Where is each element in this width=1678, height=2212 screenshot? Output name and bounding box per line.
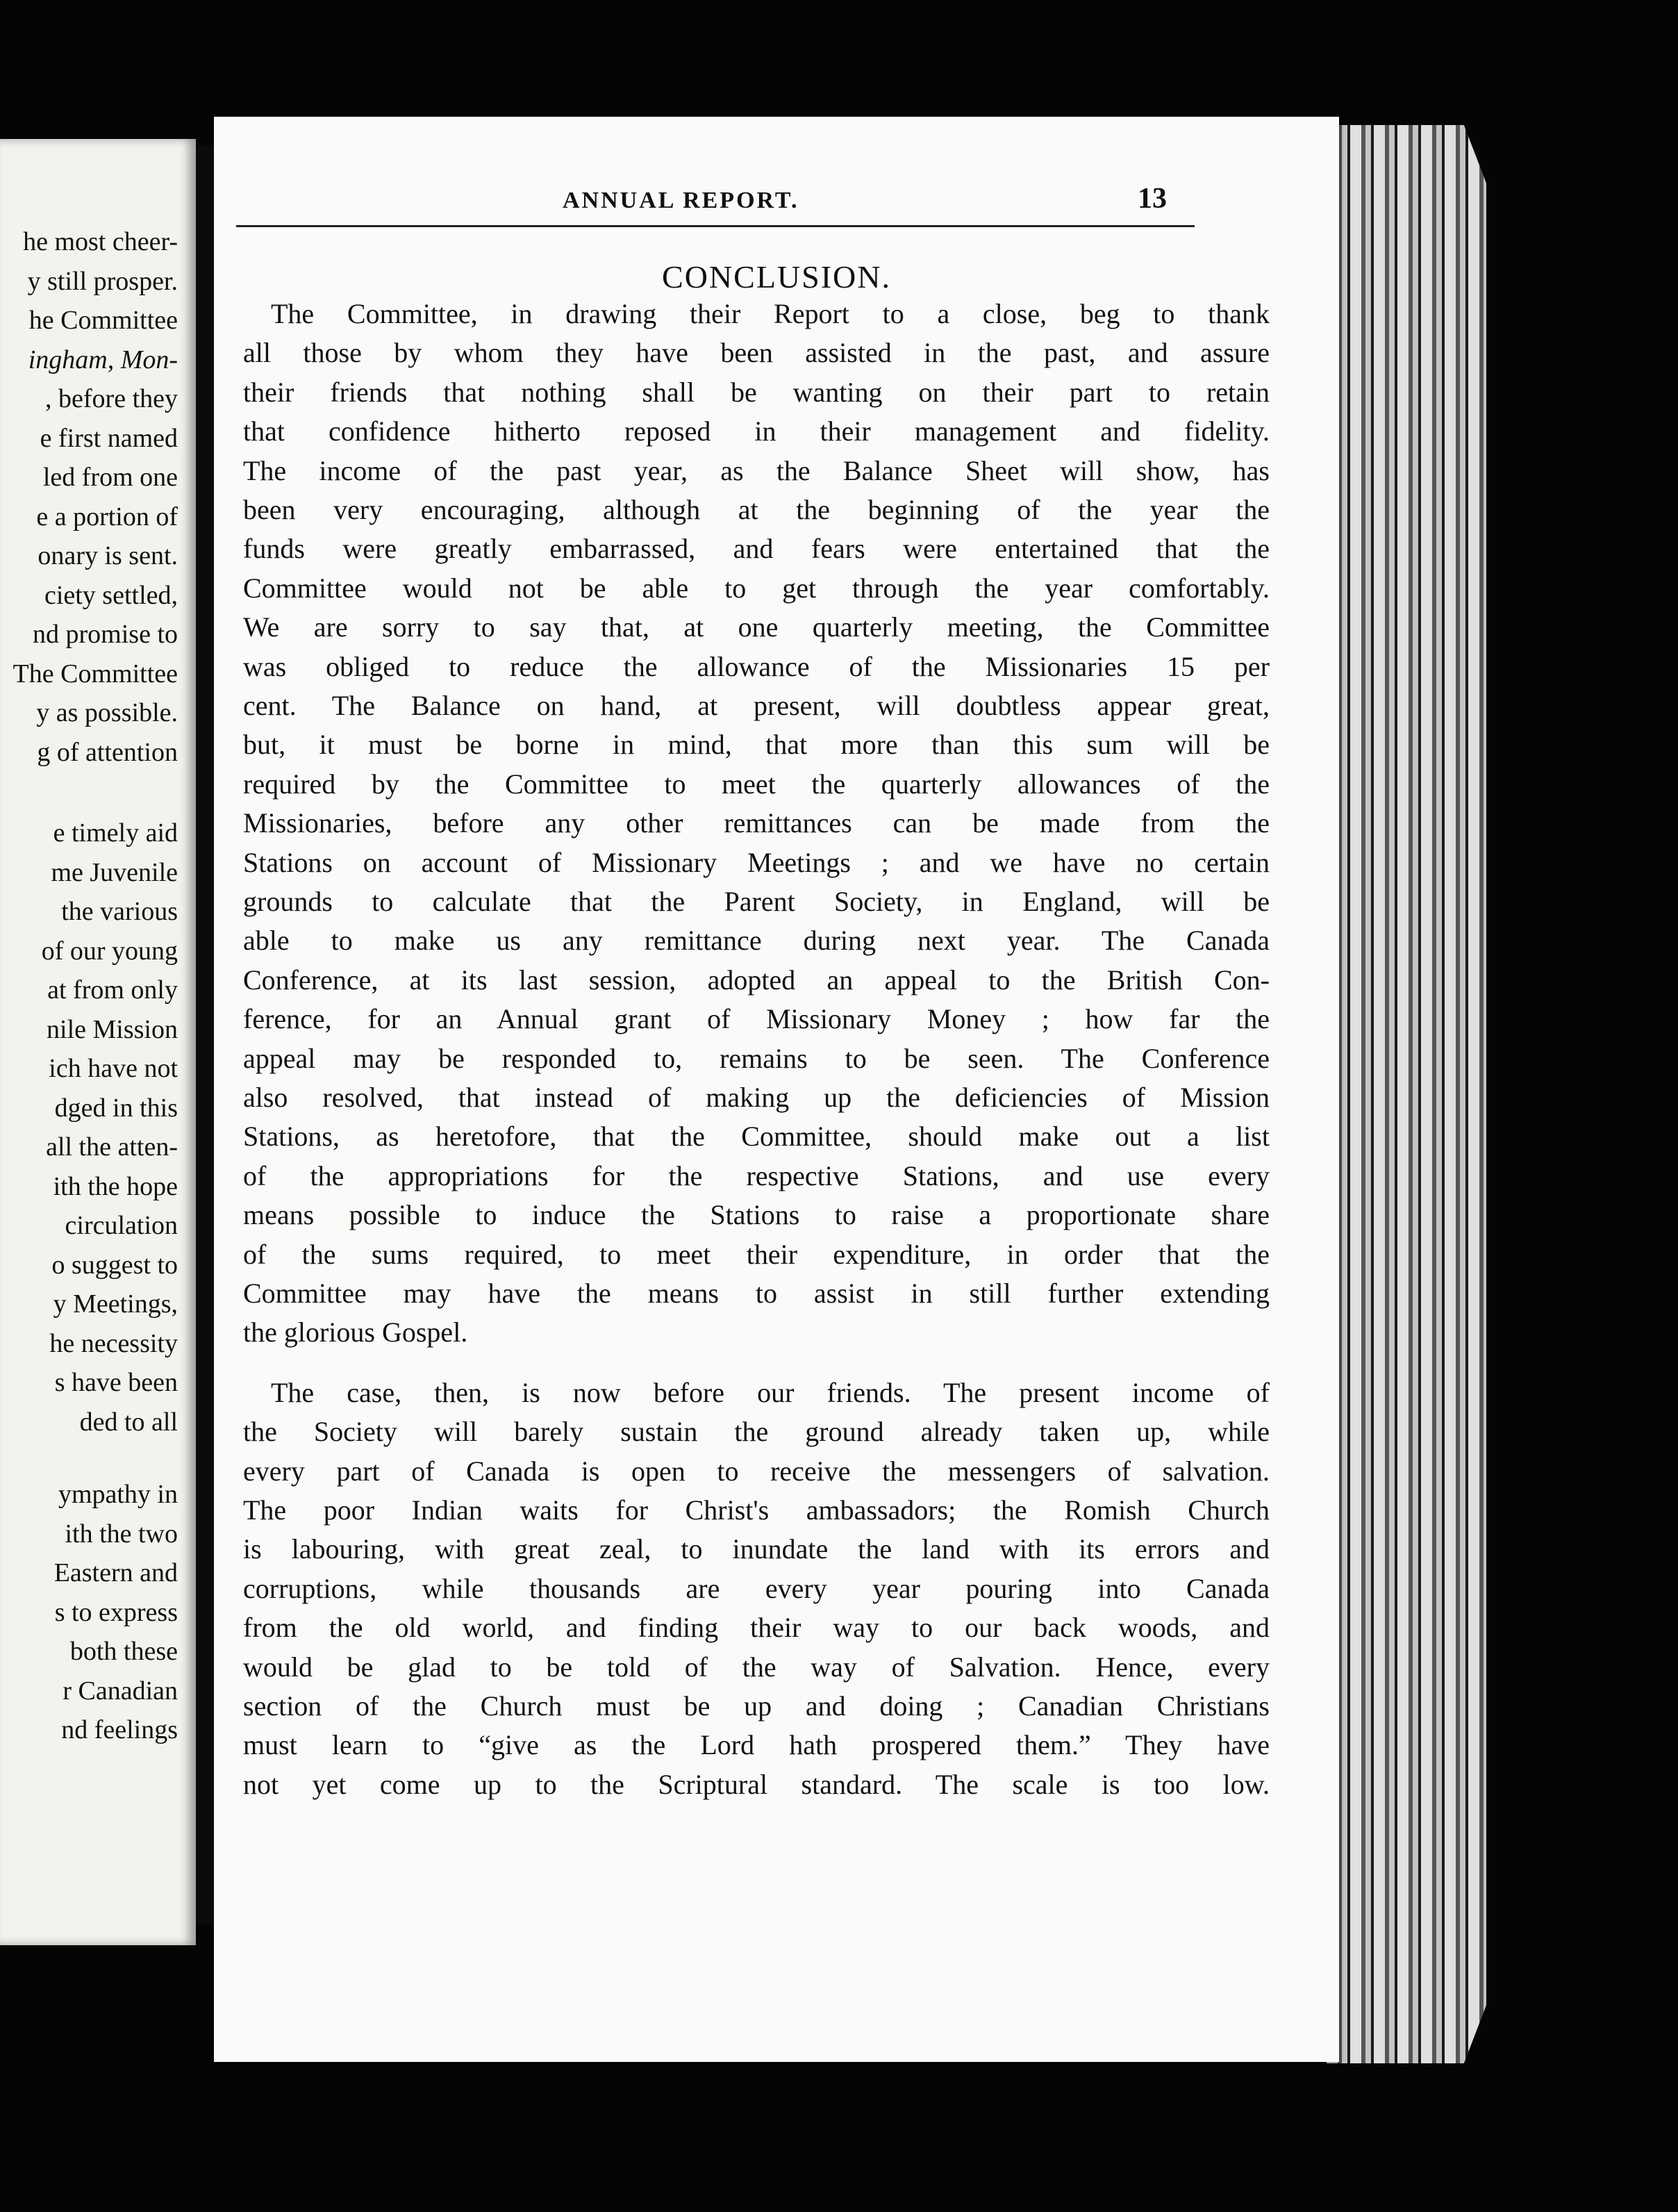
left-page-line: e timely aid — [53, 818, 178, 848]
left-page-line: Eastern and — [53, 1558, 178, 1587]
left-page — [0, 139, 196, 1945]
left-page-line: g of attention — [37, 737, 178, 767]
body-line: funds were greatly embarrassed, and fears were entertained that the — [243, 533, 1270, 565]
left-page-line: o suggest to — [51, 1250, 178, 1280]
left-page-line: y Meetings, — [53, 1289, 178, 1319]
body-line: from the old world, and finding their way to our back woods, and — [243, 1612, 1270, 1644]
left-page-line: circulation — [65, 1211, 178, 1240]
left-page-line: of our young — [41, 936, 178, 966]
body-line: of the sums required, to meet their expenditure, in order that the — [243, 1238, 1270, 1270]
right-page — [214, 117, 1339, 2062]
left-page-line: nile Mission — [47, 1014, 178, 1044]
body-line: also resolved, that instead of making up the deficiencies of Mission — [243, 1082, 1270, 1113]
left-page-line: s to express — [54, 1597, 178, 1627]
body-line: section of the Church must be up and doing ; Canadian Christians — [243, 1690, 1270, 1722]
left-page-line: at from only — [47, 975, 178, 1005]
left-page-line: ingham, Mon- — [28, 345, 178, 374]
left-page-line: y still prosper. — [27, 266, 178, 296]
body-line: Stations on account of Missionary Meetings ; and we have no certain — [243, 846, 1270, 878]
left-page-line: onary is sent. — [38, 541, 178, 570]
body-line: means possible to induce the Stations to raise a proportionate share — [243, 1199, 1270, 1231]
body-line: The poor Indian waits for Christ's ambassadors; the Romish Church — [243, 1494, 1270, 1526]
body-line: We are sorry to say that, at one quarterly meeting, the Committee — [243, 611, 1270, 643]
body-line: all those by whom they have been assisted in the past, and assure — [243, 337, 1270, 369]
left-page-line: y as possible. — [36, 698, 178, 727]
left-page-line: dged in this — [54, 1093, 178, 1123]
body-line: every part of Canada is open to receive the messengers of salvation. — [243, 1455, 1270, 1487]
body-line: able to make us any remittance during next year. The Canada — [243, 925, 1270, 957]
body-line: the glorious Gospel. — [243, 1317, 468, 1348]
body-line: Conference, at its last session, adopted an appeal to the British Con- — [243, 964, 1270, 996]
left-page-line: e first named — [40, 423, 178, 453]
left-page-line: he necessity — [49, 1328, 178, 1358]
section-heading: CONCLUSION. — [662, 259, 891, 295]
left-page-line: , before they — [45, 384, 178, 413]
body-line: appeal may be responded to, remains to be seen. The Conference — [243, 1042, 1270, 1074]
body-line: was obliged to reduce the allowance of the Missionaries 15 per — [243, 650, 1270, 682]
left-page-line: me Juvenile — [51, 857, 178, 887]
body-line: The case, then, is now before our friends. The present income of — [271, 1376, 1270, 1408]
left-page-line: he most cheer- — [23, 227, 178, 256]
body-line: would be glad to be told of the way of Salvation. Hence, every — [243, 1651, 1270, 1683]
right-page-body — [214, 117, 1339, 2062]
left-page-line: all the atten- — [46, 1132, 178, 1162]
book-page-edges — [1327, 125, 1486, 2063]
running-title: ANNUAL REPORT. — [563, 188, 799, 213]
body-line: required by the Committee to meet the quarterly allowances of the — [243, 768, 1270, 800]
body-line: not yet come up to the Scriptural standard. The scale is too low. — [243, 1768, 1270, 1800]
left-page-line: nd promise to — [33, 620, 178, 649]
body-line: Committee may have the means to assist in still further extending — [243, 1278, 1270, 1309]
left-page-line: led from one — [42, 463, 178, 492]
left-page-line: ympathy in — [58, 1480, 178, 1509]
left-page-line: ith the hope — [53, 1171, 178, 1201]
body-line: The Committee, in drawing their Report to a close, beg to thank — [271, 298, 1270, 329]
body-line: but, it must be borne in mind, that more than this sum will be — [243, 729, 1270, 761]
body-line: been very encouraging, although at the beginning of the year the — [243, 494, 1270, 525]
body-line: the Society will barely sustain the ground already taken up, while — [243, 1416, 1270, 1448]
left-page-line: ich have not — [49, 1054, 178, 1083]
left-page-line: ded to all — [79, 1407, 178, 1437]
body-line: Missionaries, before any other remittances can be made from the — [243, 807, 1270, 839]
left-page-line: s have been — [54, 1368, 178, 1397]
running-head — [361, 182, 1195, 215]
left-page-line: ith the two — [65, 1519, 178, 1549]
left-page-line: e a portion of — [36, 502, 178, 531]
body-line: of the appropriations for the respective Stations, and use every — [243, 1159, 1270, 1191]
left-page-line: the various — [61, 897, 178, 926]
body-line: grounds to calculate that the Parent Society, in England, will be — [243, 886, 1270, 917]
left-page-line: nd feelings — [61, 1715, 178, 1744]
left-page-line: he Committee — [28, 306, 178, 335]
left-page-line: r Canadian — [63, 1676, 178, 1706]
left-page-line: both these — [69, 1637, 178, 1666]
body-line: their friends that nothing shall be wanting on their part to retain — [243, 376, 1270, 408]
page-number: 13 — [1138, 183, 1167, 215]
body-line: ference, for an Annual grant of Missionary Money ; how far the — [243, 1003, 1270, 1035]
body-line: cent. The Balance on hand, at present, will doubtless appear great, — [243, 690, 1270, 721]
body-line: corruptions, while thousands are every year pouring into Canada — [243, 1572, 1270, 1604]
left-page-line: The Committee — [13, 659, 178, 688]
body-line: Committee would not be able to get through the year comfortably. — [243, 572, 1270, 604]
body-line: must learn to “give as the Lord hath prospered them.” They have — [243, 1729, 1270, 1761]
header-rule — [236, 225, 1195, 227]
body-line: is labouring, with great zeal, to inundate the land with its errors and — [243, 1533, 1270, 1565]
body-line: that confidence hitherto reposed in their management and fidelity. — [243, 415, 1270, 447]
body-line: The income of the past year, as the Balance Sheet will show, has — [243, 454, 1270, 486]
body-line: Stations, as heretofore, that the Committee, should make out a list — [243, 1121, 1270, 1153]
left-page-line: ciety settled, — [44, 580, 178, 610]
